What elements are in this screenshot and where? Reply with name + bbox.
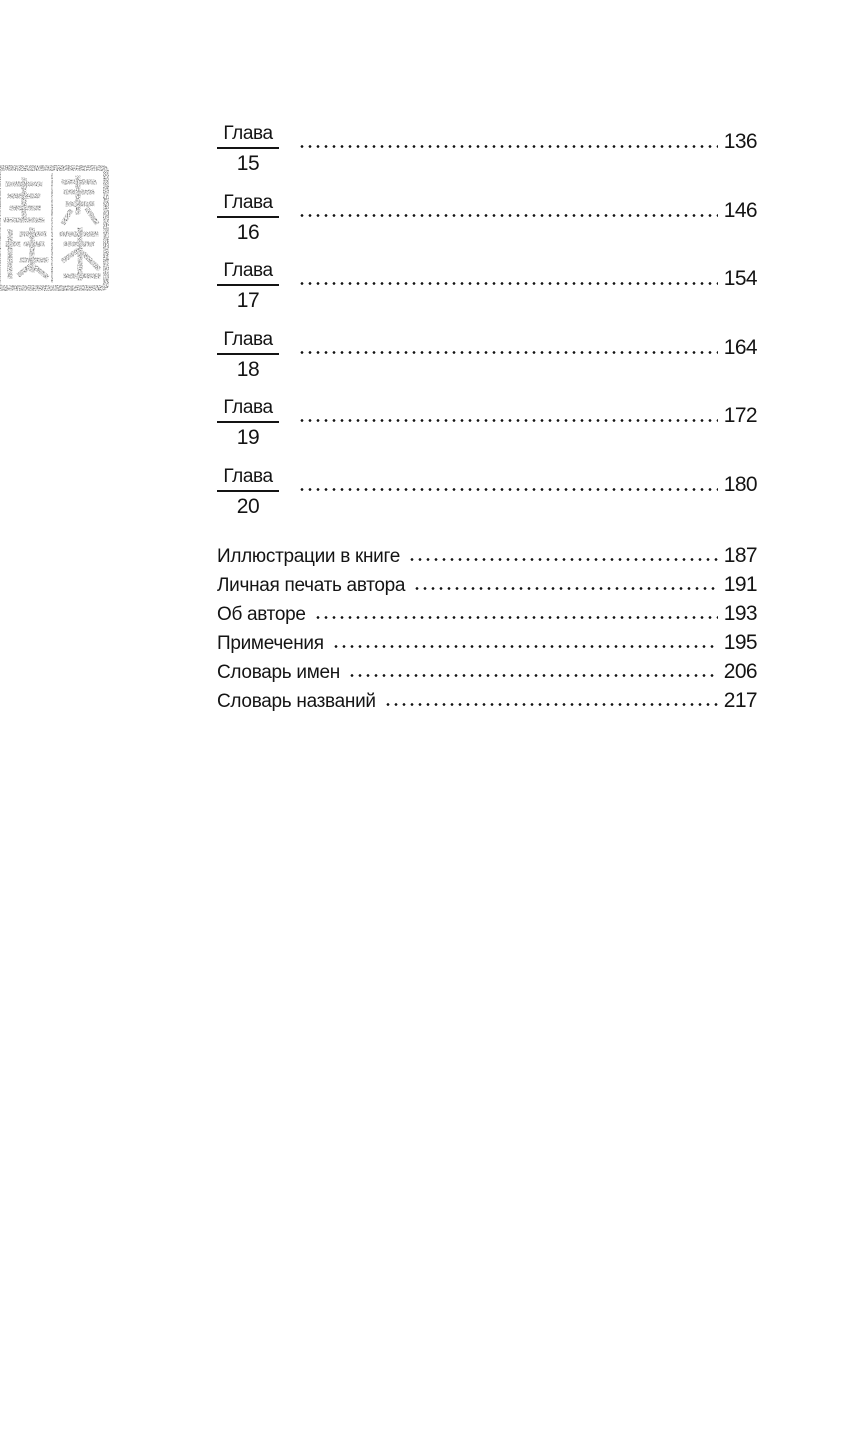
chapter-number: 19 [236, 426, 260, 449]
chapter-rule [217, 147, 279, 149]
page-number: 193 [723, 602, 757, 625]
dot-leader [348, 674, 718, 677]
dot-leader [314, 616, 718, 619]
dot-leader [298, 145, 718, 148]
chapter-entry[interactable] [217, 396, 757, 465]
dot-leader [298, 351, 718, 354]
page-number: 180 [723, 472, 757, 496]
chapter-label [217, 259, 279, 314]
chapter-line [290, 264, 757, 294]
chapter-rule [217, 421, 279, 423]
page-number: 154 [723, 267, 757, 290]
chapter-line [290, 333, 757, 363]
chapter-rule [217, 490, 279, 492]
toc-entry-about-author[interactable] [217, 599, 757, 628]
page-number: 164 [723, 335, 757, 359]
toc-entry-titles-glossary[interactable] [217, 686, 757, 715]
chapter-entry[interactable] [217, 328, 757, 397]
chapter-number: 15 [236, 152, 260, 175]
entry-title: Словарь имен [217, 662, 340, 683]
chapter-word: Глава [223, 260, 273, 281]
chapter-line [290, 127, 757, 157]
dot-leader [298, 419, 718, 422]
toc-entry-names-glossary[interactable] [217, 657, 757, 686]
chapter-entry[interactable] [217, 122, 757, 191]
entry-title: Личная печать автора [217, 575, 406, 596]
chapter-number: 17 [236, 289, 260, 312]
chapter-word: Глава [223, 397, 273, 418]
dot-leader [384, 703, 718, 706]
chapter-number: 16 [236, 220, 260, 244]
chapter-rule [217, 353, 279, 355]
entry-title: Примечения [217, 633, 324, 654]
entry-title: Словарь названий [217, 691, 376, 712]
page-number: 191 [723, 573, 757, 596]
dot-leader [413, 587, 718, 590]
chapter-line [290, 470, 757, 500]
chapter-label [217, 122, 279, 177]
chapter-word: Глава [223, 465, 273, 487]
chapter-line [290, 196, 757, 226]
page-number: 217 [723, 689, 757, 712]
author-seal-stamp [0, 164, 112, 292]
chapter-word: Глава [223, 191, 273, 213]
dot-leader [332, 645, 718, 648]
chapter-rule [217, 284, 279, 286]
chapter-word: Глава [223, 328, 273, 350]
entry-title: Иллюстрации в книге [217, 546, 400, 567]
page-number: 206 [723, 660, 757, 683]
chapter-rule [217, 216, 279, 218]
page-number: 187 [723, 544, 757, 567]
table-of-contents [217, 122, 757, 715]
dot-leader [298, 282, 718, 285]
chapter-entry[interactable] [217, 465, 757, 534]
page-number: 146 [723, 198, 757, 222]
page-number: 195 [723, 631, 757, 654]
dot-leader [298, 488, 718, 491]
chapter-entry[interactable] [217, 191, 757, 260]
chapter-label [217, 191, 279, 246]
toc-entry-illustrations[interactable] [217, 541, 757, 570]
dot-leader [298, 214, 718, 217]
chapter-line [290, 401, 757, 431]
toc-entry-author-seal[interactable] [217, 570, 757, 599]
dot-leader [408, 558, 718, 561]
chapter-number: 20 [236, 494, 260, 518]
back-matter-list [217, 541, 757, 715]
chapter-list [217, 122, 757, 533]
chapter-word: Глава [223, 123, 273, 144]
chapter-label [217, 396, 279, 451]
chapter-number: 18 [236, 357, 260, 381]
chapter-label [217, 465, 279, 520]
page-number: 172 [723, 404, 757, 427]
toc-entry-notes[interactable] [217, 628, 757, 657]
chapter-entry[interactable] [217, 259, 757, 328]
page-number: 136 [723, 130, 757, 153]
chapter-label [217, 328, 279, 383]
entry-title: Об авторе [217, 604, 306, 625]
